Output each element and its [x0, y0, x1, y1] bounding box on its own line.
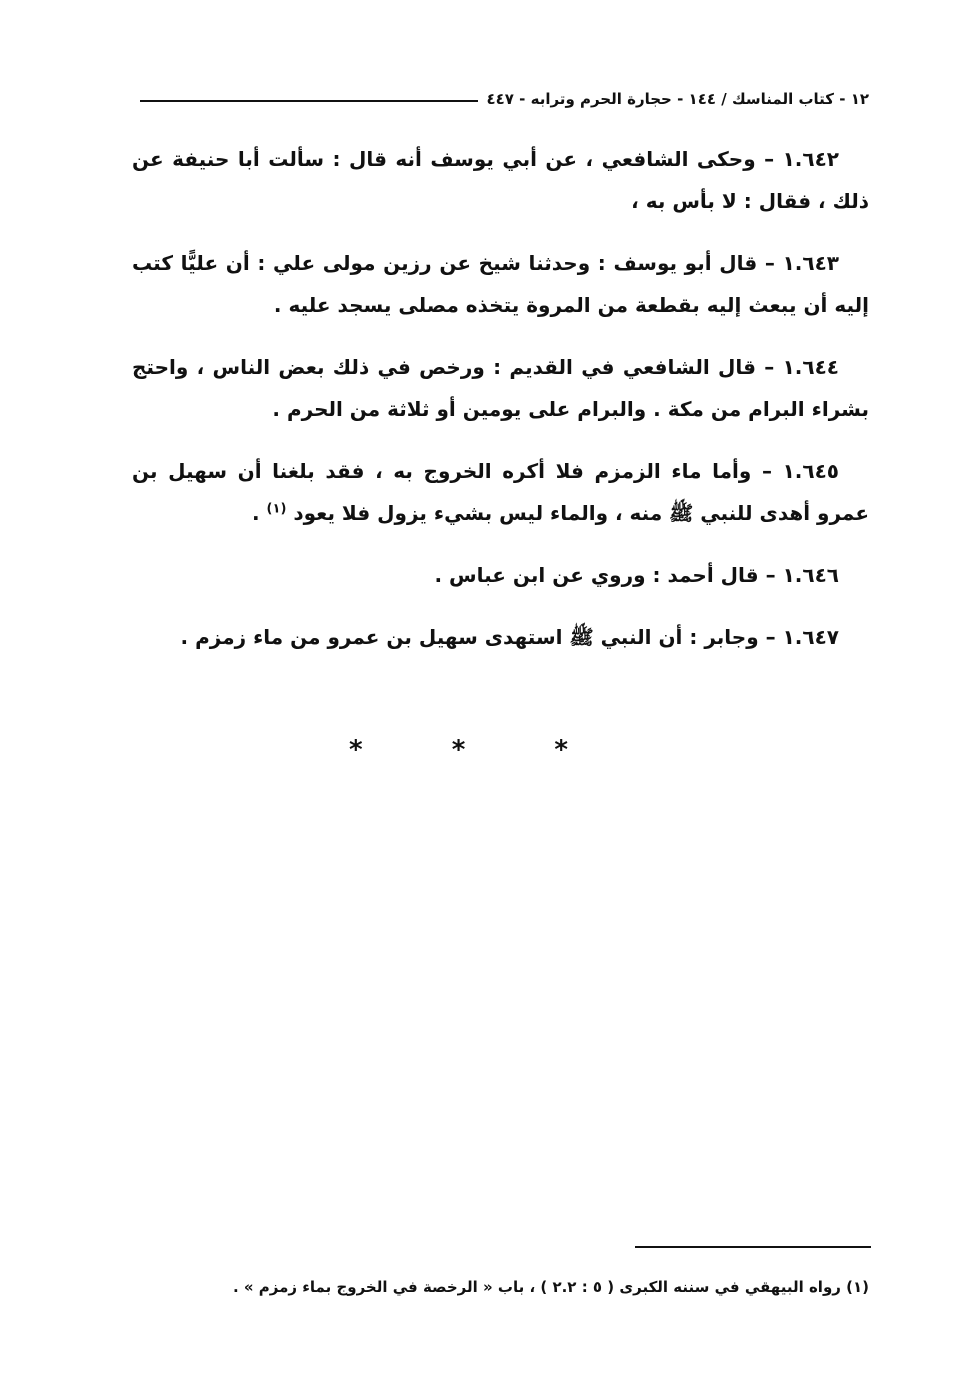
running-header: [140, 84, 869, 114]
paragraph-1646: [132, 554, 869, 596]
paragraph-number: ١.٦٤٢: [782, 147, 839, 171]
paragraph-1644: [132, 346, 869, 430]
paragraph-1647: [132, 616, 869, 658]
paragraph-text: – وجابر : أن النبي ﷺ استهدى سهيل بن عمرو من ماء زمزم .: [180, 625, 776, 649]
section-separator: * * *: [349, 735, 608, 765]
paragraph-text: – وحكى الشافعي ، عن أبي يوسف أنه قال : سألت أبا حنيفة عن ذلك ، فقال : لا بأس به ،: [132, 147, 869, 213]
footnote-reference[interactable]: (١): [266, 501, 287, 517]
paragraph-tail: .: [251, 501, 260, 525]
paragraph-text: – قال أحمد : وروي عن ابن عباس .: [434, 563, 776, 587]
header-rule: [140, 100, 478, 102]
paragraph-1645: [132, 450, 869, 534]
paragraph-text: – قال الشافعي في القديم : ورخص في ذلك بعض الناس ، واحتج بشراء البرام من مكة . والبرام على يومين أو ثلاثة من الحرم .: [132, 355, 869, 421]
paragraph-1642: [132, 138, 869, 222]
paragraph-text: – قال أبو يوسف : وحدثنا شيخ عن رزين مولى علي : أن عليًّا كتب إليه أن يبعث إليه بقطعة من المروة يتخذه مصلى يسجد عليه .: [132, 251, 869, 317]
paragraph-number: ١.٦٤٦: [782, 563, 839, 587]
main-text: [132, 138, 869, 678]
paragraph-number: ١.٦٤٣: [782, 251, 839, 275]
paragraph-text: – وأما ماء الزمزم فلا أكره الخروج به ، فقد بلغنا أن سهيل بن عمرو أهدى للنبي ﷺ منه ، والماء ليس بشيء يزول فلا يعود: [132, 459, 869, 525]
paragraph-number: ١.٦٤٥: [782, 459, 840, 483]
paragraph-number: ١.٦٤٤: [782, 355, 839, 379]
footnote: (١) رواه البيهقي في سننه الكبرى ( ٥ : ٢.٢ ) ، باب « الرخصة في الخروج بماء زمزم » .: [232, 1278, 869, 1296]
footnote-rule: [635, 1246, 871, 1248]
paragraph-1643: [132, 242, 869, 326]
paragraph-number: ١.٦٤٧: [782, 625, 839, 649]
header-title: ١٢ - كتاب المناسك / ١٤٤ - حجارة الحرم وترابه - ٤٤٧: [486, 90, 869, 108]
